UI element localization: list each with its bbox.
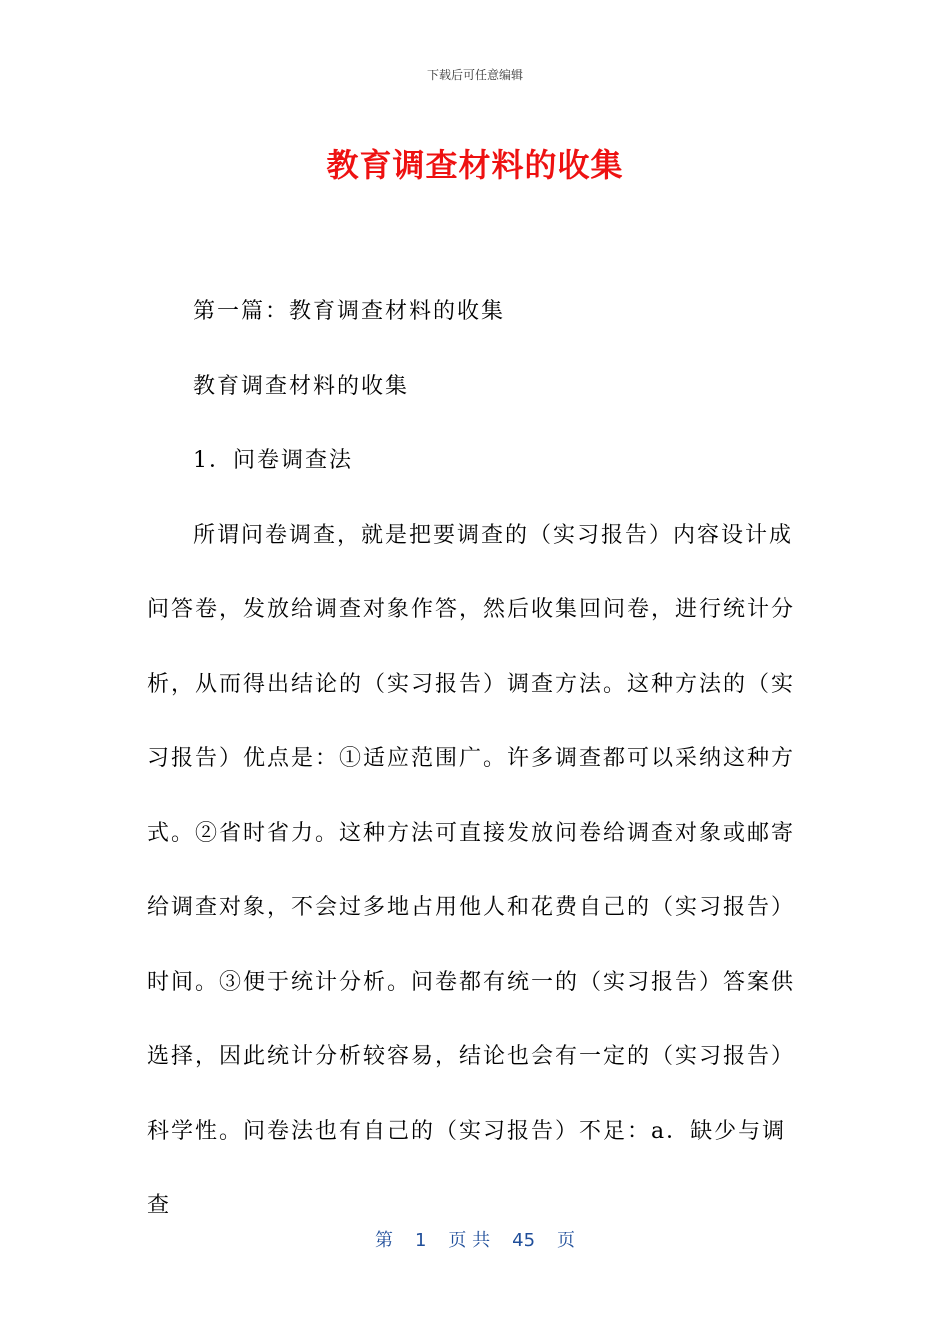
footer-page-prefix: 第 <box>374 1230 393 1251</box>
document-title: 教育调查材料的收集 <box>326 146 624 184</box>
body-paragraph: 所谓问卷调查，就是把要调查的（实习报告）内容设计成问答卷，发放给调查对象作答，然后收集回问卷，进行统计分析，从而得出结论的（实习报告）调查方法。这种方法的（实习报告）优点是：①适应范围广。许多调查都可以采纳这种方式。②省时省力。这种方法可直接发放问卷给调查对象或邮寄给调查对象，不会过多地占用他人和花费自己的（实习报告）时间。③便于统计分析。问卷都有统一的（实习报告）答案供选择，因此统计分析较容易，结论也会有一定的（实习报告）科学性。问卷法也有自己的（实习报告）不足：a．缺少与调查 <box>147 522 796 1218</box>
document-body <box>147 275 807 1244</box>
section-heading-1: 第一篇：教育调查材料的收集 <box>193 299 506 324</box>
page-footer <box>0 1226 950 1252</box>
footer-total-pages: 45 <box>512 1230 536 1251</box>
section-heading-2: 教育调查材料的收集 <box>193 373 410 399</box>
footer-page-suffix: 页 <box>557 1230 576 1251</box>
footer-page-mid: 页 共 <box>448 1230 491 1251</box>
header-note: 下载后可任意编辑 <box>426 68 523 82</box>
section-heading-3: 1．问卷调查法 <box>193 448 353 473</box>
footer-current-page: 1 <box>414 1230 427 1251</box>
